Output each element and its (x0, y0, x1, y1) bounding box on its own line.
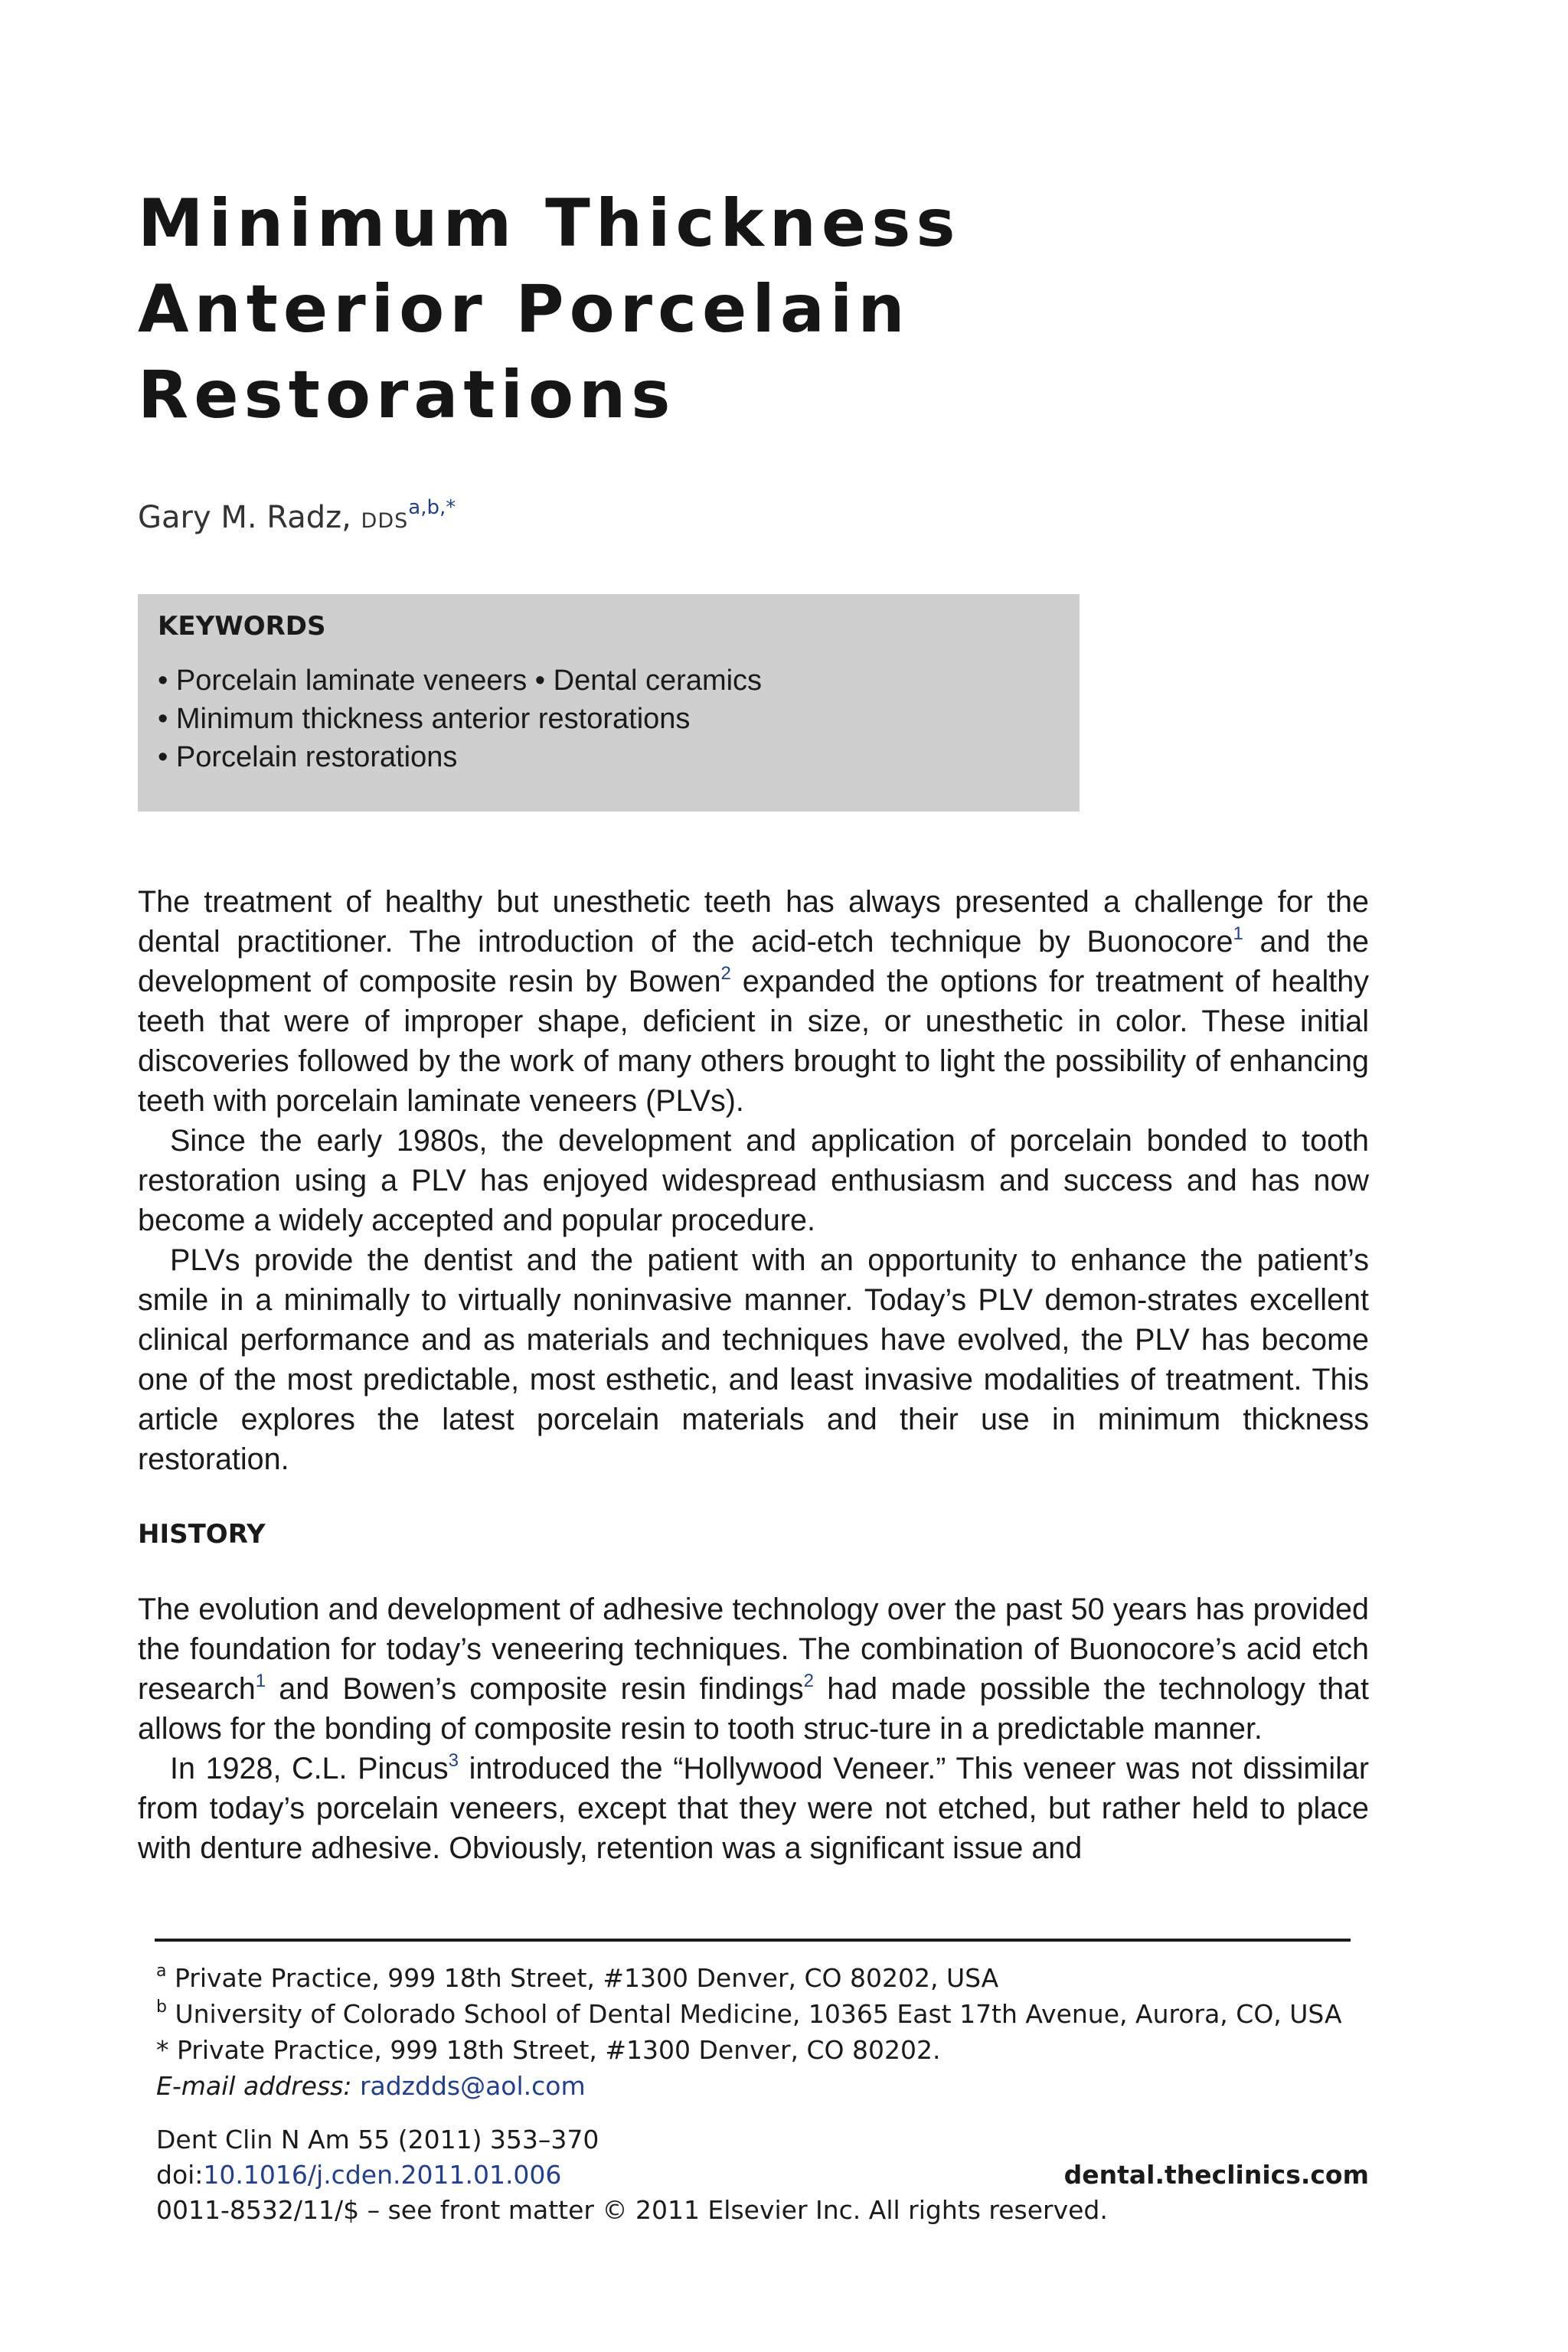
footnote-b (156, 1996, 1342, 2032)
email-label: E-mail address: (156, 2071, 360, 2101)
footnote-mark: a (156, 1962, 167, 1981)
citation-ref[interactable]: 2 (803, 1671, 814, 1691)
journal-site-link[interactable]: dental.theclinics.com (1063, 2160, 1369, 2190)
history-heading: HISTORY (138, 1519, 266, 1550)
history-section (138, 1589, 1369, 1868)
author-affiliation-marks[interactable]: a,b,* (408, 496, 456, 519)
footnote-text: University of Colorado School of Dental Medicine, 10365 East 17th Avenue, Aurora, CO, USA (166, 1999, 1342, 2029)
keyword-line: • Porcelain restorations (158, 741, 458, 773)
copyright-line: 0011-8532/11/$ – see front matter © 2011 Elsevier Inc. All rights reserved. (156, 2195, 1108, 2225)
footnotes (156, 1960, 1342, 2104)
intro-paragraph-2: Since the early 1980s, the development and application of porcelain bonded to tooth restoration using a PLV has enjoyed widespread enthusiasm and success and has now become a widely accepted and popular procedure. (138, 1124, 1369, 1237)
keywords-heading: KEYWORDS (158, 611, 326, 642)
keyword-line: • Minimum thickness anterior restorations (158, 703, 691, 735)
author-name: Gary M. Radz, (138, 500, 361, 535)
intro-section (138, 882, 1369, 1479)
citation-ref[interactable]: 1 (255, 1671, 266, 1691)
text-run: had made possible the technology that allows for the bonding of composite resin to tooth struc-ture in a predictable manner. (138, 1672, 1369, 1746)
history-paragraph-2 (138, 1749, 1369, 1868)
journal-citation: Dent Clin N Am 55 (2011) 353–370 (156, 2125, 599, 2154)
journal-info (156, 2122, 1108, 2228)
doi-link[interactable]: 10.1016/j.cden.2011.01.006 (203, 2160, 562, 2190)
keywords-box (138, 594, 1080, 812)
doi-label: doi: (156, 2160, 204, 2190)
footnote-corresponding: * Private Practice, 999 18th Street, #1300 Denver, CO 80202. (156, 2035, 941, 2065)
email-link[interactable]: radzdds@aol.com (359, 2071, 586, 2101)
citation-ref[interactable]: 3 (448, 1750, 459, 1771)
footnote-divider (155, 1939, 1351, 1942)
footnote-text: Private Practice, 999 18th Street, #1300 Denver, CO 80202, USA (166, 1963, 999, 1993)
text-run: and the development of composite resin by Bowen (138, 925, 1370, 998)
doi-line (156, 2158, 1108, 2193)
history-paragraph-1 (138, 1589, 1369, 1749)
author-line (138, 496, 456, 535)
text-run: In 1928, C.L. Pincus (170, 1752, 449, 1785)
title-line-2: Anterior Porcelain (138, 271, 910, 348)
intro-paragraph-1 (138, 882, 1369, 1121)
text-run: The treatment of healthy but unesthetic teeth has always presented a challenge for the dental practitioner. The introduction of the acid-etch technique by Buonocore (138, 885, 1369, 959)
footnote-email (156, 2068, 1342, 2104)
footnote-mark: b (156, 1998, 167, 2017)
intro-paragraph-3: PLVs provide the dentist and the patient with an opportunity to enhance the patient’s smile in a minimally to virtually noninvasive manner. Today’s PLV demon-strates excellent clinical performance and as materials and techniques have evolved, the PLV has become one of the most predictable, most esthetic, and least invasive modalities of treatment. This article explores the latest porcelain materials and their use in minimum thickness restoration. (138, 1243, 1369, 1476)
keywords-list (158, 662, 762, 776)
footnote-a (156, 1960, 1342, 1996)
article-title (138, 181, 1133, 438)
author-degree: DDS (361, 509, 409, 533)
citation-ref[interactable]: 1 (1233, 923, 1243, 944)
text-run: The evolution and development of adhesive technology over the past 50 years has provided the foundation for today’s veneering techniques. The combination of Buonocore’s acid etch research (138, 1592, 1369, 1706)
title-line-3: Restorations (138, 357, 676, 433)
text-run: introduced the “Hollywood Veneer.” This veneer was not dissimilar from today’s porcelain veneers, except that they were not etched, but rather held to place with denture adhesive. Obviously, retention was a significant issue and (138, 1752, 1369, 1865)
title-line-1: Minimum Thickness (138, 185, 961, 262)
keyword-line: • Porcelain laminate veneers • Dental ceramics (158, 665, 763, 697)
text-run: expanded the options for treatment of healthy teeth that were of improper shape, deficient in size, or unesthetic in color. These initial discoveries followed by the work of many others brought to light the possibility of enhancing teeth with porcelain laminate veneers (PLVs). (138, 965, 1369, 1118)
citation-ref[interactable]: 2 (720, 963, 731, 984)
text-run: and Bowen’s composite resin findings (266, 1672, 804, 1706)
